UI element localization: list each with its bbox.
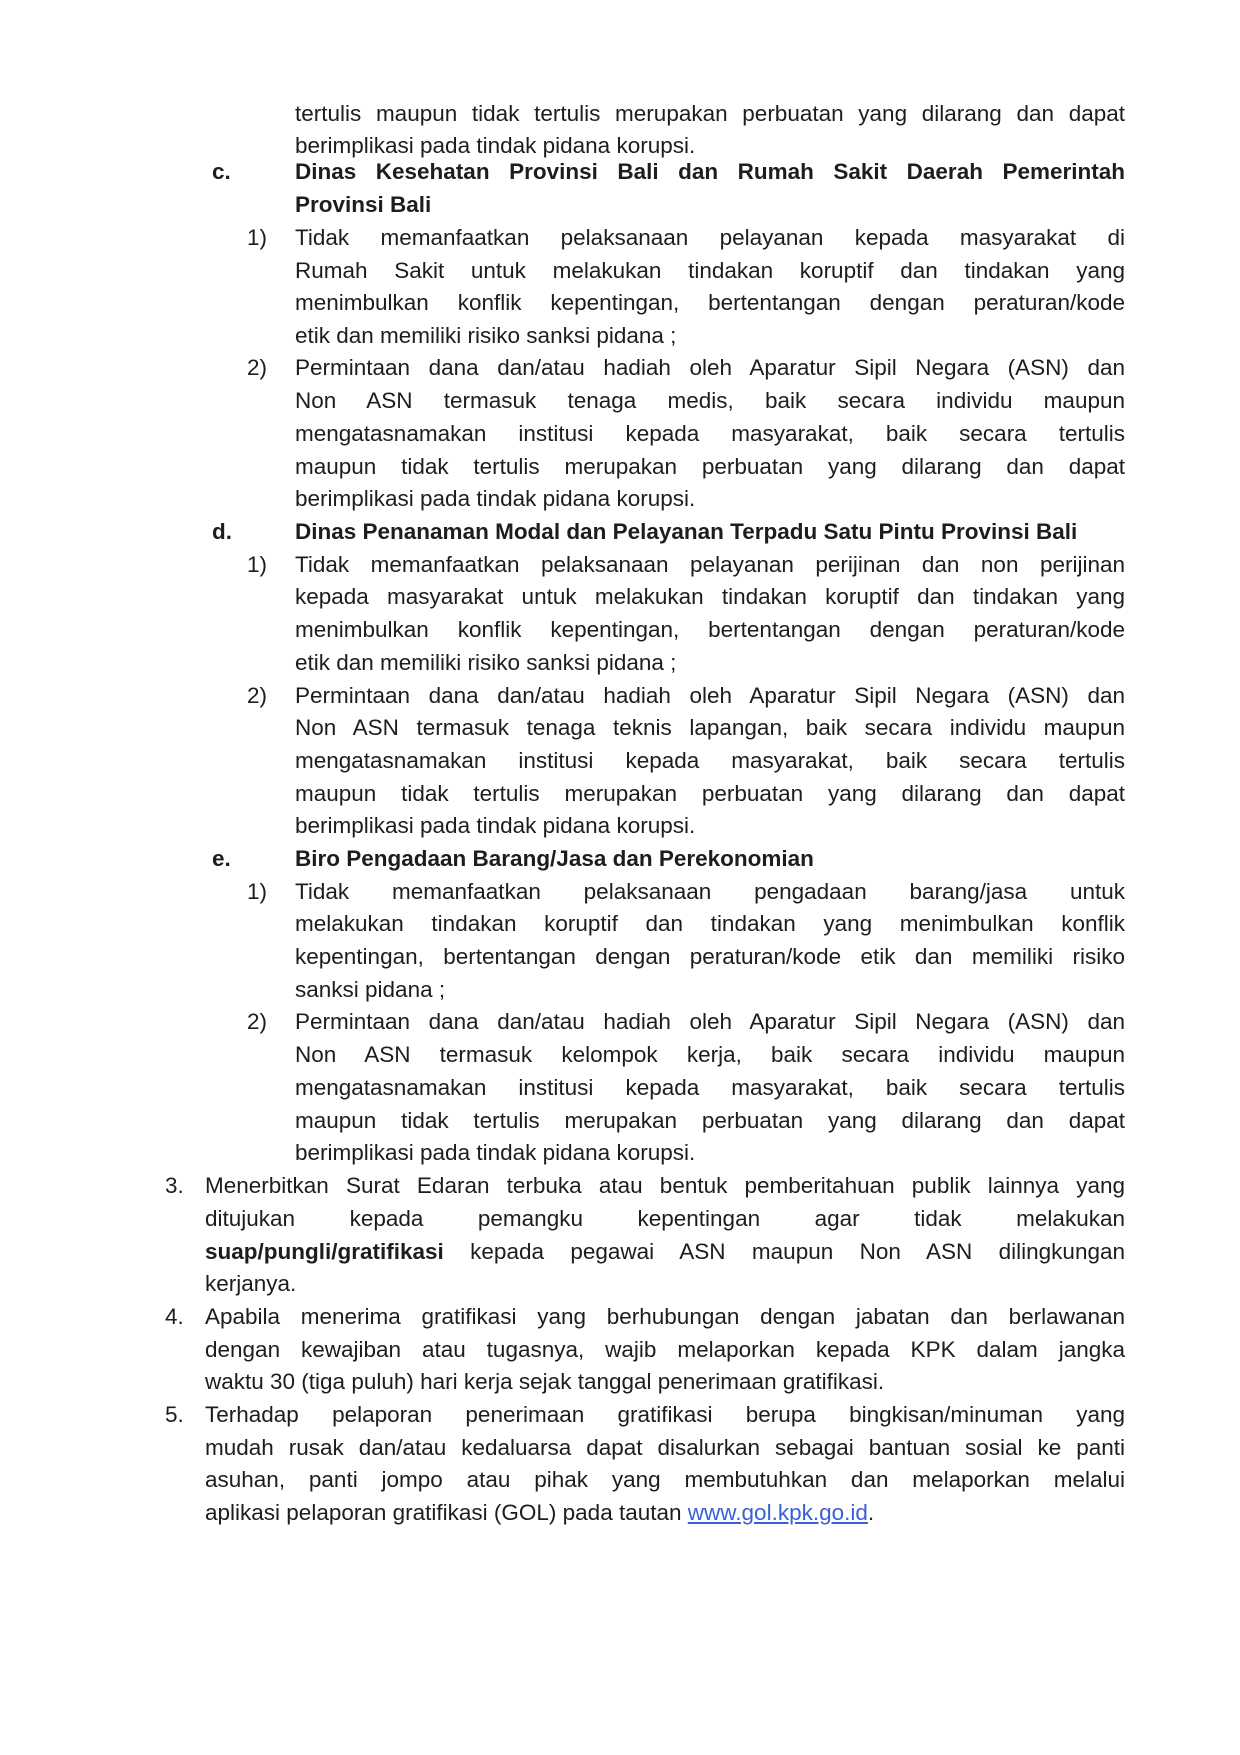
numbered-line bbox=[205, 1496, 1125, 1529]
item-line: berimplikasi pada tindak pidana korupsi. bbox=[295, 1140, 696, 1165]
numbered-line: ditujukan kepada pemangku kepentingan agar tidak melakukan bbox=[205, 1206, 1125, 1231]
section-title: Dinas Penanaman Modal dan Pelayanan Terpadu Satu Pintu Provinsi Bali bbox=[295, 519, 1078, 544]
section-title: Biro Pengadaan Barang/Jasa dan Perekonomian bbox=[295, 846, 814, 871]
numbered-line: mudah rusak dan/atau kedaluarsa dapat disalurkan sebagai bantuan sosial ke panti bbox=[205, 1435, 1125, 1460]
intro-line: berimplikasi pada tindak pidana korupsi. bbox=[295, 133, 696, 158]
numbered-marker: 4. bbox=[165, 1304, 184, 1329]
item-line: berimplikasi pada tindak pidana korupsi. bbox=[295, 486, 696, 511]
item-line: Tidak memanfaatkan pelaksanaan pengadaan barang/jasa untuk bbox=[295, 879, 1125, 904]
item-line: Non ASN termasuk kelompok kerja, baik secara individu maupun bbox=[295, 1042, 1125, 1067]
item-line: Permintaan dana dan/atau hadiah oleh Aparatur Sipil Negara (ASN) dan bbox=[295, 683, 1125, 708]
item-marker: 1) bbox=[247, 552, 268, 577]
numbered-line-rest: kepada pegawai ASN maupun Non ASN dilingkungan bbox=[443, 1239, 1125, 1264]
section-marker: e. bbox=[212, 846, 231, 871]
section-title: Dinas Kesehatan Provinsi Bali dan Rumah Sakit Daerah Pemerintah bbox=[295, 159, 1125, 184]
item-marker: 2) bbox=[247, 1009, 268, 1034]
item-line: menimbulkan konflik kepentingan, bertentangan dengan peraturan/kode bbox=[295, 290, 1125, 315]
item-marker: 2) bbox=[247, 355, 268, 380]
numbered-marker: 3. bbox=[165, 1173, 184, 1198]
item-line: maupun tidak tertulis merupakan perbuatan yang dilarang dan dapat bbox=[295, 781, 1125, 806]
item-line: berimplikasi pada tindak pidana korupsi. bbox=[295, 813, 696, 838]
item-marker: 1) bbox=[247, 225, 268, 250]
numbered-line: Terhadap pelaporan penerimaan gratifikasi berupa bingkisan/minuman yang bbox=[205, 1402, 1125, 1427]
gol-kpk-link[interactable]: www.gol.kpk.go.id bbox=[687, 1500, 868, 1525]
item-line: mengatasnamakan institusi kepada masyarakat, baik secara tertulis bbox=[295, 1075, 1125, 1100]
numbered-line bbox=[205, 1235, 1125, 1268]
numbered-line: Apabila menerima gratifikasi yang berhubungan dengan jabatan dan berlawanan bbox=[205, 1304, 1125, 1329]
numbered-line: waktu 30 (tiga puluh) hari kerja sejak tanggal penerimaan gratifikasi. bbox=[205, 1369, 885, 1394]
numbered-line: dengan kewajiban atau tugasnya, wajib melaporkan kepada KPK dalam jangka bbox=[205, 1337, 1125, 1362]
numbered-line: asuhan, panti jompo atau pihak yang membutuhkan dan melaporkan melalui bbox=[205, 1467, 1125, 1492]
item-marker: 2) bbox=[247, 683, 268, 708]
item-line: maupun tidak tertulis merupakan perbuatan yang dilarang dan dapat bbox=[295, 454, 1125, 479]
intro-line: tertulis maupun tidak tertulis merupakan perbuatan yang dilarang dan dapat bbox=[295, 101, 1125, 126]
item-line: etik dan memiliki risiko sanksi pidana ; bbox=[295, 323, 677, 348]
numbered-line: Menerbitkan Surat Edaran terbuka atau bentuk pemberitahuan publik lainnya yang bbox=[205, 1173, 1125, 1198]
item-line: sanksi pidana ; bbox=[295, 977, 446, 1002]
bold-phrase: suap/pungli/gratifikasi bbox=[205, 1239, 444, 1264]
item-line: Tidak memanfaatkan pelaksanaan pelayanan perijinan dan non perijinan bbox=[295, 552, 1125, 577]
item-line: Permintaan dana dan/atau hadiah oleh Aparatur Sipil Negara (ASN) dan bbox=[295, 1009, 1125, 1034]
item-line: maupun tidak tertulis merupakan perbuatan yang dilarang dan dapat bbox=[295, 1108, 1125, 1133]
item-line: mengatasnamakan institusi kepada masyarakat, baik secara tertulis bbox=[295, 748, 1125, 773]
item-line: kepentingan, bertentangan dengan peraturan/kode etik dan memiliki risiko bbox=[295, 944, 1125, 969]
item-line: Non ASN termasuk tenaga teknis lapangan, baik secara individu maupun bbox=[295, 715, 1125, 740]
item-line: etik dan memiliki risiko sanksi pidana ; bbox=[295, 650, 677, 675]
numbered-line-prefix: aplikasi pelaporan gratifikasi (GOL) pada tautan bbox=[205, 1500, 688, 1525]
item-line: kepada masyarakat untuk melakukan tindakan koruptif dan tindakan yang bbox=[295, 584, 1125, 609]
numbered-line: kerjanya. bbox=[205, 1271, 297, 1296]
item-line: mengatasnamakan institusi kepada masyarakat, baik secara tertulis bbox=[295, 421, 1125, 446]
item-line: menimbulkan konflik kepentingan, bertentangan dengan peraturan/kode bbox=[295, 617, 1125, 642]
section-marker: c. bbox=[212, 159, 231, 184]
item-line: Tidak memanfaatkan pelaksanaan pelayanan kepada masyarakat di bbox=[295, 225, 1125, 250]
item-marker: 1) bbox=[247, 879, 268, 904]
item-line: Rumah Sakit untuk melakukan tindakan koruptif dan tindakan yang bbox=[295, 258, 1125, 283]
numbered-marker: 5. bbox=[165, 1402, 184, 1427]
numbered-line-suffix: . bbox=[867, 1500, 875, 1525]
item-line: melakukan tindakan koruptif dan tindakan yang menimbulkan konflik bbox=[295, 911, 1125, 936]
item-line: Permintaan dana dan/atau hadiah oleh Aparatur Sipil Negara (ASN) dan bbox=[295, 355, 1125, 380]
section-marker: d. bbox=[212, 519, 232, 544]
item-line: Non ASN termasuk tenaga medis, baik secara individu maupun bbox=[295, 388, 1125, 413]
section-title: Provinsi Bali bbox=[295, 192, 432, 217]
